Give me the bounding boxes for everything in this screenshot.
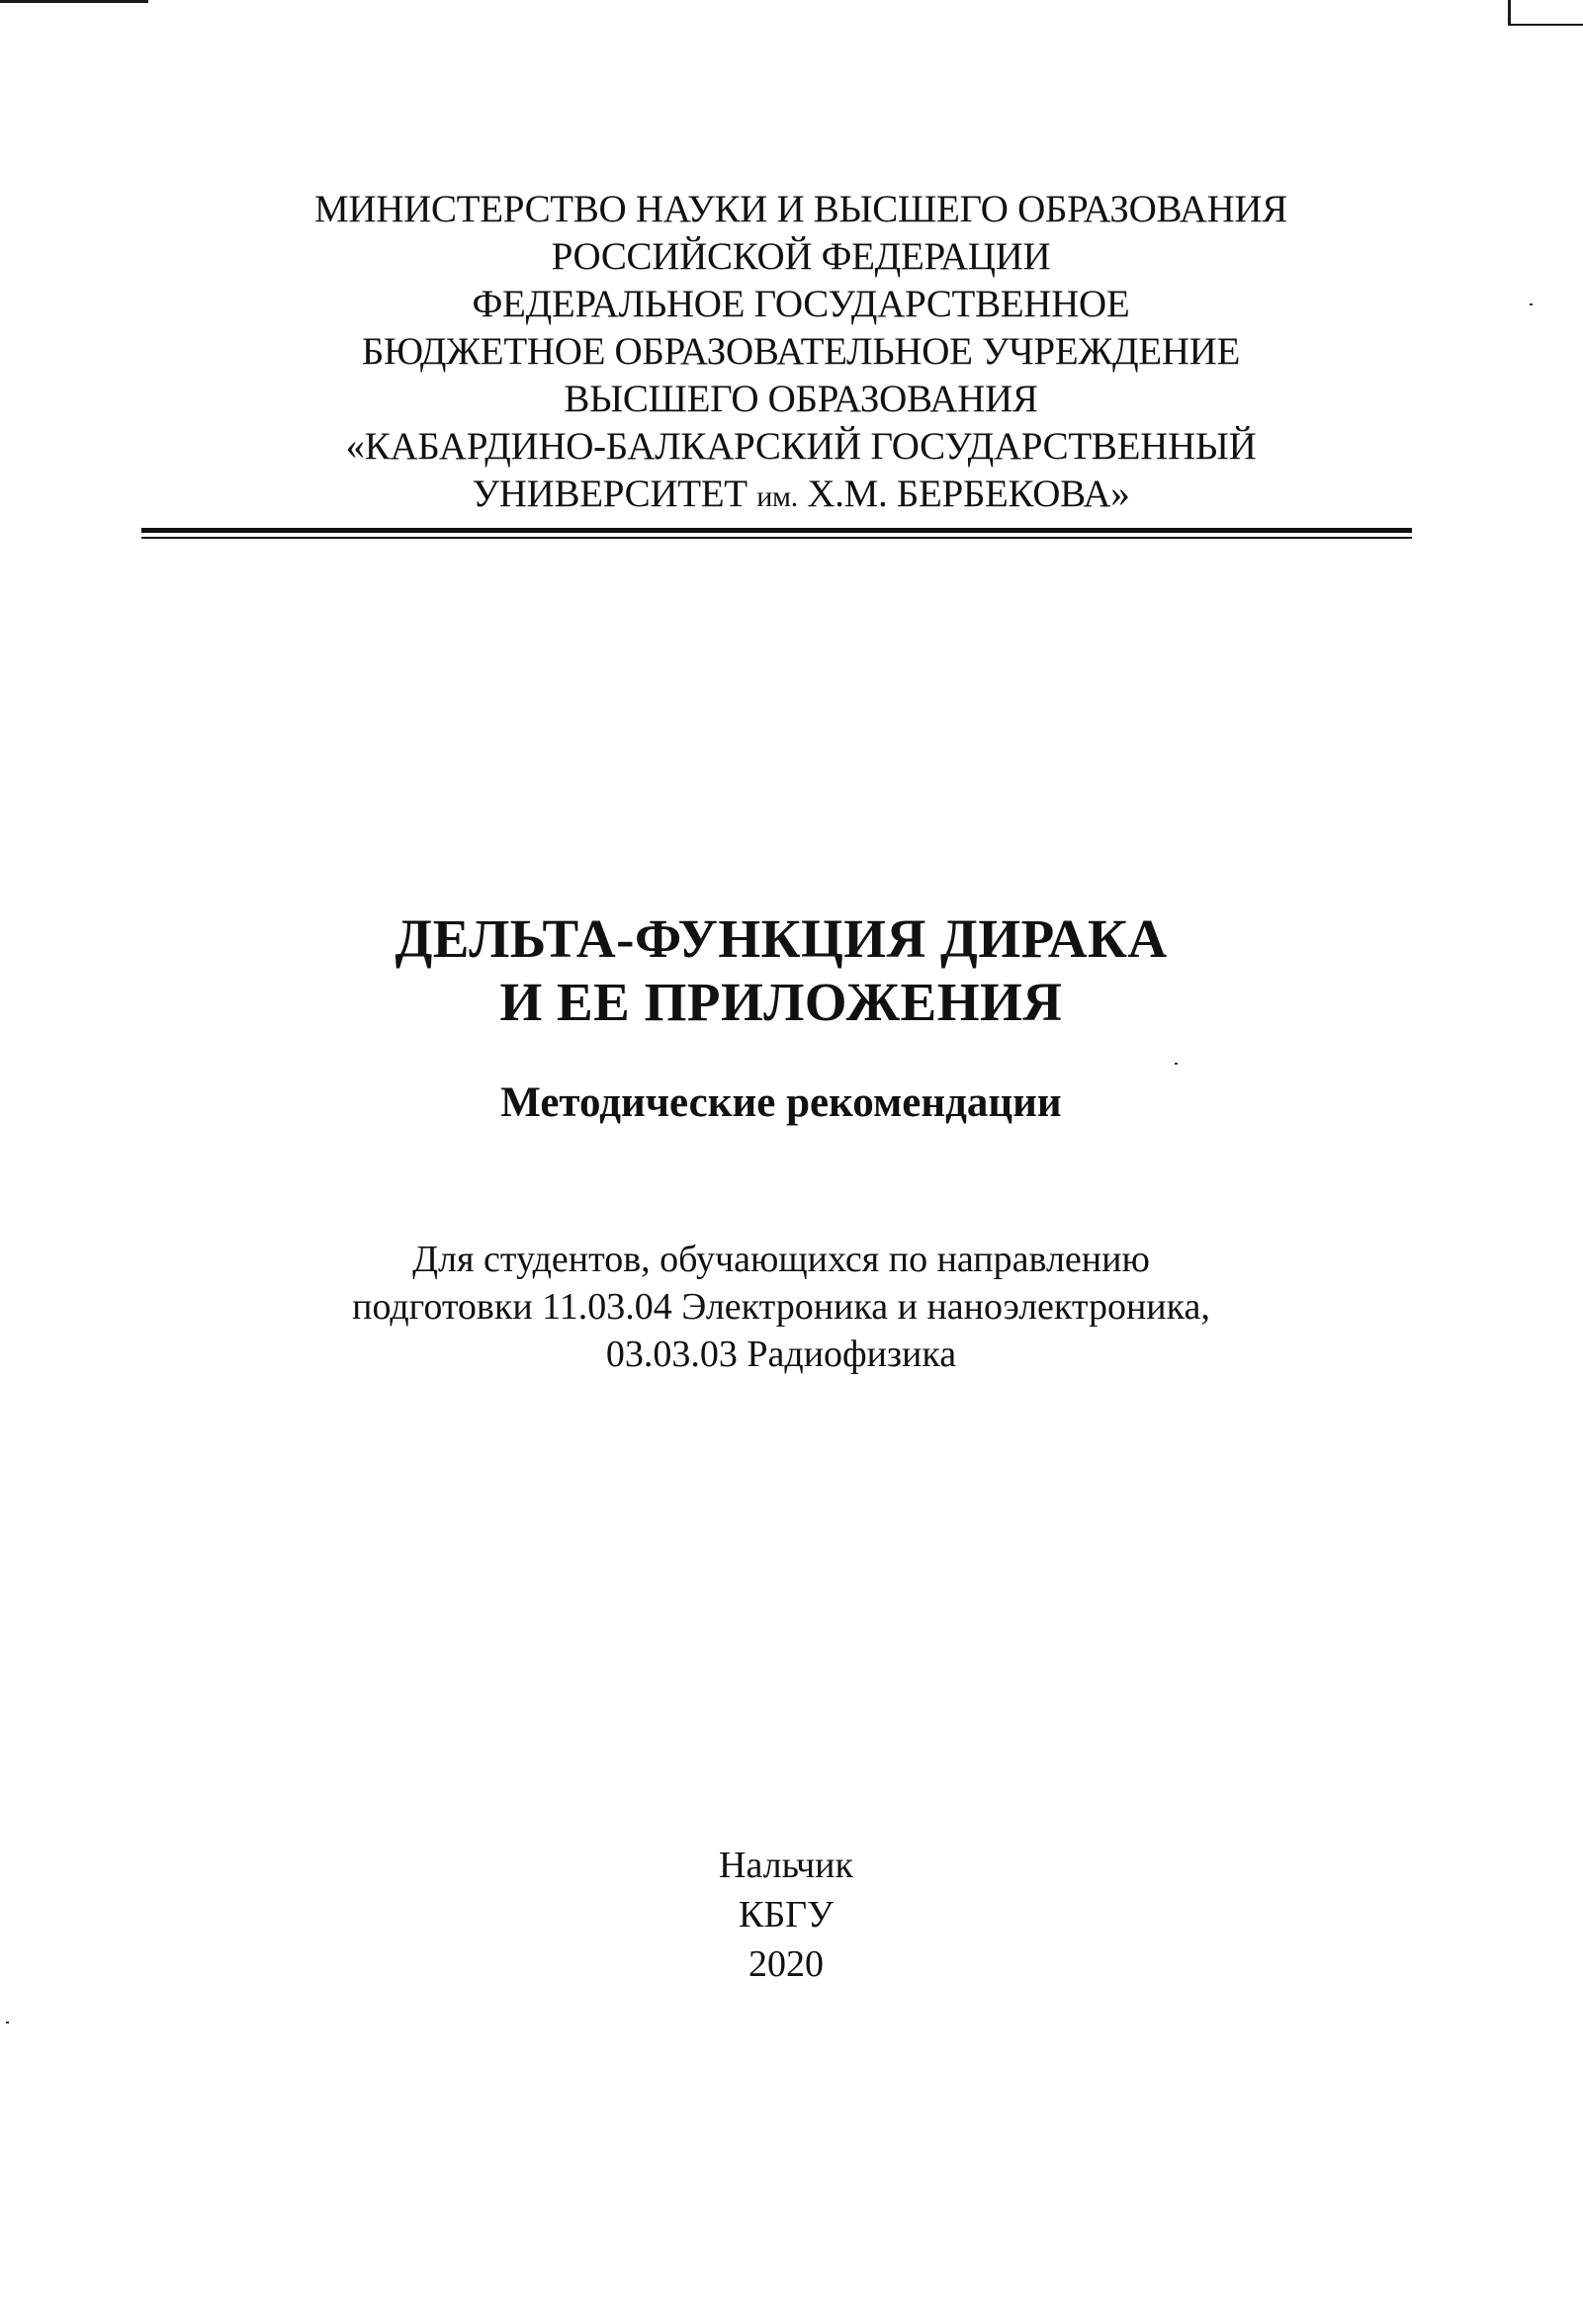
- scan-speck: [1175, 1063, 1178, 1065]
- header-university-word: УНИВЕРСИТЕТ: [472, 473, 757, 515]
- institution-header: [148, 186, 1453, 521]
- rule-thin-line: [141, 537, 1412, 539]
- header-line: МИНИСТЕРСТВО НАУКИ И ВЫСШЕГО ОБРАЗОВАНИЯ: [313, 188, 1288, 230]
- header-line-university: [148, 471, 1453, 521]
- header-double-rule: [141, 528, 1412, 542]
- imprint-year: 2020: [748, 1943, 824, 1985]
- document-subtitle: Методические рекомендации: [500, 1079, 1062, 1126]
- title-line-2: И ЕЕ ПРИЛОЖЕНИЯ: [499, 972, 1063, 1032]
- audience-note: [198, 1236, 1364, 1378]
- scan-speck: [6, 2022, 9, 2023]
- header-abbrev-im: им.: [756, 480, 798, 513]
- header-university-name: Х.М. БЕРБЕКОВА»: [797, 473, 1130, 515]
- header-line: РОССИЙСКОЙ ФЕДЕРАЦИИ: [551, 235, 1051, 278]
- scan-edge-artifact: [1508, 0, 1583, 26]
- scan-edge-artifact: [0, 0, 148, 3]
- header-line: «КАБАРДИНО-БАЛКАРСКИЙ ГОСУДАРСТВЕННЫЙ: [345, 425, 1257, 468]
- publication-imprint: [593, 1841, 979, 1989]
- scan-speck: [1530, 303, 1533, 305]
- imprint-city: Нальчик: [719, 1845, 853, 1886]
- audience-line-1: Для студентов, обучающихся по направлению: [412, 1239, 1150, 1280]
- document-title: [198, 907, 1364, 1034]
- audience-line-3: 03.03.03 Радиофизика: [605, 1334, 957, 1375]
- header-line: БЮДЖЕТНОЕ ОБРАЗОВАТЕЛЬНОЕ УЧРЕЖДЕНИЕ: [361, 330, 1241, 373]
- header-line: ВЫСШЕГО ОБРАЗОВАНИЯ: [564, 378, 1038, 420]
- title-line-1: ДЕЛЬТА-ФУНКЦИЯ ДИРАКА: [395, 908, 1168, 969]
- imprint-publisher: КБГУ: [738, 1894, 835, 1936]
- audience-line-2: подготовки 11.03.04 Электроника и наноэлектроника,: [352, 1286, 1210, 1328]
- rule-thick-line: [141, 528, 1412, 533]
- header-line: ФЕДЕРАЛЬНОЕ ГОСУДАРСТВЕННОЕ: [472, 283, 1130, 325]
